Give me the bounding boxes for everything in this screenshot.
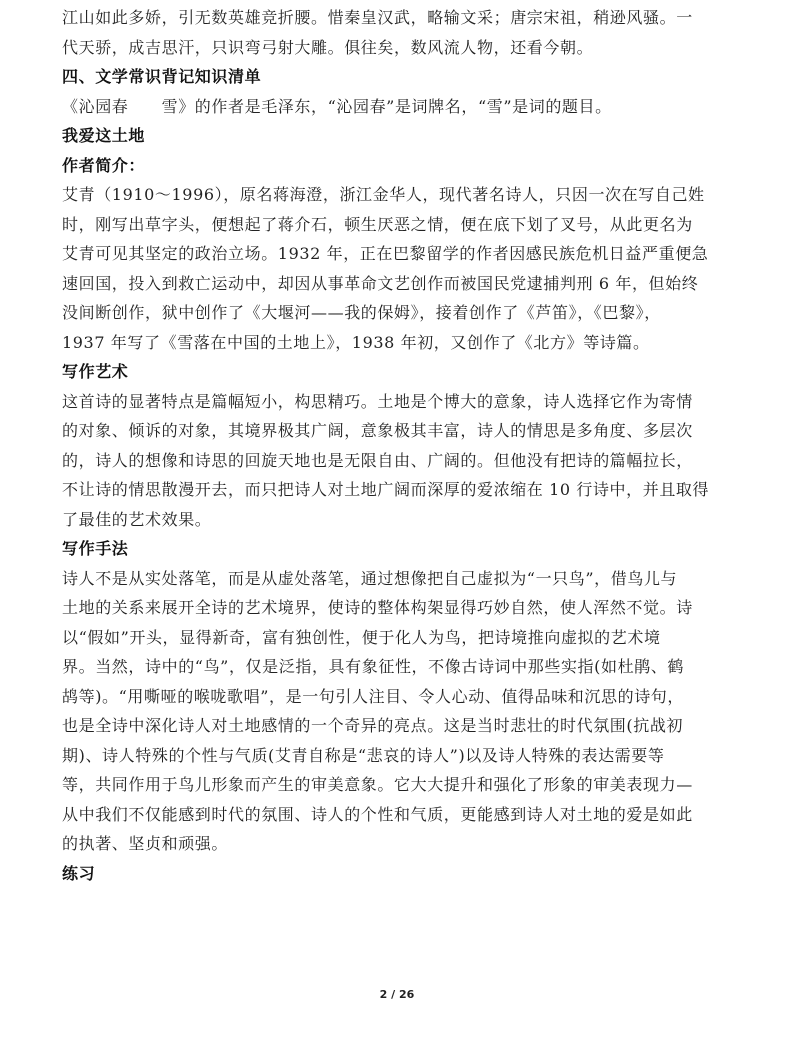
literature-note: [62, 92, 732, 122]
text-line: 的执著、坚贞和顽强。: [62, 834, 229, 853]
section-heading-literature: 四、文学常识背记知识清单: [62, 67, 262, 86]
text-line: 诗人不是从实处落笔，而是从虚处落笔，通过想像把自己虚拟为“一只鸟”，借鸟儿与: [62, 568, 678, 588]
text-line: 速回国，投入到救亡运动中，却因从事革命文艺创作而被国民党逮捕判刑 6 年，但始终: [62, 273, 699, 293]
page-number: 2 / 26: [379, 988, 415, 1001]
text-line: 土地的关系来展开全诗的艺术境界，使诗的整体构架显得巧妙自然，使人浑然不觉。诗: [62, 598, 693, 617]
text-line: 代天骄，成吉思汗，只识弯弓射大雕。俱往矣，数风流人物，还看今朝。: [62, 37, 594, 57]
author-intro-heading: 作者简介：: [62, 155, 146, 175]
poem-title: 我爱这土地: [62, 126, 146, 145]
text-line: 等，共同作用于鸟儿形象而产生的审美意象。它大大提升和强化了形象的审美表现力—: [62, 775, 693, 794]
writing-art-heading: 写作艺术: [62, 362, 129, 381]
text-line: 艾青可见其坚定的政治立场。1932 年，正在巴黎留学的作者因感民族危机日益严重便急: [62, 244, 709, 263]
text-line: 也是全诗中深化诗人对土地感情的一个奇异的亮点。这是当时悲壮的时代氛围(抗战初: [62, 716, 684, 735]
text-line: 界。当然，诗中的“鸟”，仅是泛指，具有象征性，不像古诗词中那些实指(如杜鹃、鹤: [62, 657, 685, 676]
text-line: 不让诗的情思散漫开去，而只把诗人对土地广阔而深厚的爱浓缩在 10 行诗中，并且取得: [62, 480, 710, 499]
text-line: 江山如此多娇，引无数英雄竞折腰。惜秦皇汉武，略输文采；唐宗宋祖，稍逊风骚。一: [62, 8, 693, 27]
text-line: 没间断创作，狱中创作了《大堰河——我的保姆》，接着创作了《芦笛》，《巴黎》，: [62, 303, 661, 322]
exercise-heading: 练习: [62, 863, 96, 883]
text-line: 时，刚写出草字头，便想起了蒋介石，顿生厌恶之情，便在底下划了叉号，从此更名为: [62, 214, 693, 234]
text-line: 的，诗人的想像和诗思的回旋天地也是无限自由、广阔的。但他没有把诗的篇幅拉长，: [62, 450, 693, 470]
text-line: 这首诗的显著特点是篇幅短小，构思精巧。土地是个博大的意象，诗人选择它作为寄情: [62, 391, 693, 411]
text-line: 以“假如”开头，显得新奇，富有独创性，便于化人为鸟，把诗境推向虚拟的艺术境: [62, 627, 661, 647]
writing-technique-paragraph: [62, 564, 732, 859]
poem-tail: [62, 3, 732, 62]
text-line: 从中我们不仅能感到时代的氛围、诗人的个性和气质，更能感到诗人对土地的爱是如此: [62, 804, 693, 824]
text-line: 艾青（1910～1996），原名蒋海澄，浙江金华人，现代著名诗人，只因一次在写自己姓: [62, 185, 705, 204]
text-line: 期)、诗人特殊的个性与气质(艾青自称是“悲哀的诗人”)以及诗人特殊的表达需要等: [62, 745, 665, 765]
author-intro-paragraph: [62, 180, 732, 357]
text-line: 的对象、倾诉的对象，其境界极其广阔，意象极其丰富，诗人的情思是多角度、多层次: [62, 421, 693, 440]
text-line: 鸪等)。“用嘶哑的喉咙歌唱”，是一句引人注目、令人心动、值得品味和沉思的诗句，: [62, 686, 685, 706]
text-line: 《沁园春 雪》的作者是毛泽东，“沁园春”是词牌名，“雪”是词的题目。: [62, 96, 612, 116]
text-line: 1937 年写了《雪落在中国的土地上》，1938 年初，又创作了《北方》等诗篇。: [62, 332, 650, 352]
text-line: 了最佳的艺术效果。: [62, 509, 212, 529]
document-page: [62, 0, 732, 888]
writing-art-paragraph: [62, 387, 732, 535]
writing-technique-heading: 写作手法: [62, 539, 129, 558]
